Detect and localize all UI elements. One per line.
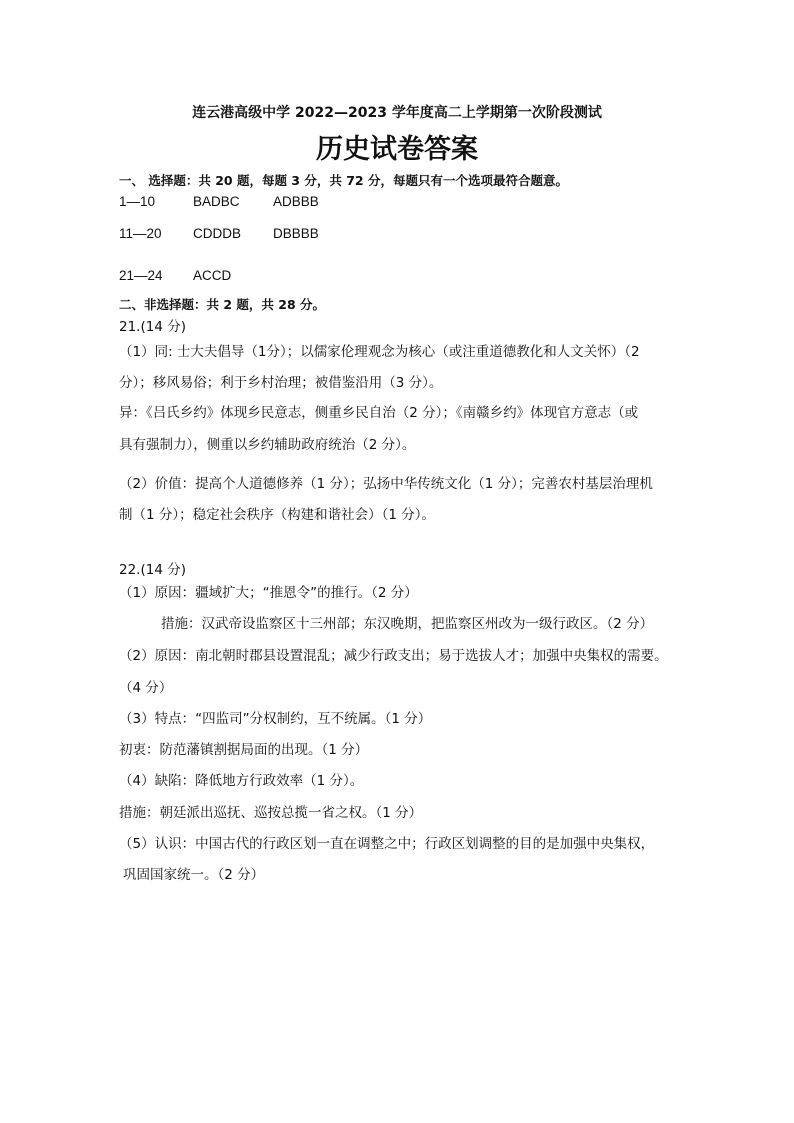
answer-line: （1）原因：疆域扩大；“推恩令”的推行。（2 分） xyxy=(119,585,418,601)
answer-group: DBBBB xyxy=(273,226,319,241)
answer-group: CDDDB xyxy=(193,226,242,241)
answer-range: 11—20 xyxy=(119,226,162,241)
answer-group: ACCD xyxy=(193,268,232,283)
answer-range: 21—24 xyxy=(119,268,163,283)
answer-line: 具有强制力），侧重以乡约辅助政府统治（2 分）。 xyxy=(119,437,416,453)
exam-subtitle: 连云港高级中学 2022—2023 学年度高二上学期第一次阶段测试 xyxy=(192,105,602,121)
answer-line: （4）缺陷：降低地方行政效率（1 分）。 xyxy=(119,773,364,789)
answer-line: （1）同: 士大夫倡导（1分）；以儒家伦理观念为核心（或注重道德教化和人文关怀）（2 xyxy=(119,344,640,360)
question-22-label: 22.(14 分) xyxy=(119,562,186,578)
answer-line: 巩固国家统一。（2 分） xyxy=(123,867,265,883)
answer-line: （2）原因：南北朝时郡县设置混乱；减少行政支出；易于选拔人才；加强中央集权的需要。 xyxy=(119,648,668,664)
answer-row xyxy=(119,225,353,243)
answer-line: （3）特点：“四监司”分权制约，互不统属。（1 分） xyxy=(119,711,432,727)
answer-group: ADBBB xyxy=(273,194,319,209)
section-2-heading: 二、非选择题：共 2 题，共 28 分。 xyxy=(119,297,326,312)
answer-group: BADBC xyxy=(193,194,240,209)
answer-line: 措施：汉武帝设监察区十三州部；东汉晚期，把监察区州改为一级行政区。（2 分） xyxy=(161,616,654,632)
answer-line: （5）认识：中国古代的行政区划一直在调整之中；行政区划调整的目的是加强中央集权， xyxy=(119,836,655,852)
answer-row xyxy=(119,193,353,211)
answer-line: （4 分） xyxy=(119,680,173,696)
answer-line: 制（1 分）；稳定社会秩序（构建和谐社会）（1 分）。 xyxy=(119,507,436,523)
answer-line: （2）价值：提高个人道德修养（1 分）；弘扬中华传统文化（1 分）；完善农村基层治理机 xyxy=(119,476,653,492)
answer-line: 初衷：防范藩镇割据局面的出现。（1 分） xyxy=(119,742,369,758)
answer-line: 分）；移风易俗；利于乡村治理；被借鉴沿用（3 分）。 xyxy=(119,375,443,391)
answer-line: 措施：朝廷派出巡抚、巡按总揽一省之权。（1 分） xyxy=(119,805,423,821)
answer-row xyxy=(119,267,273,285)
question-21-label: 21.(14 分) xyxy=(119,319,186,335)
answer-range: 1—10 xyxy=(119,194,156,209)
section-1-heading: 一、 选择题：共 20 题，每题 3 分，共 72 分，每题只有一个选项最符合题意。 xyxy=(119,173,568,188)
answer-line: 异：《吕氏乡约》体现乡民意志，侧重乡民自治（2 分）；《南赣乡约》体现官方意志（或 xyxy=(119,405,639,421)
page-title: 历史试卷答案 xyxy=(316,134,478,165)
